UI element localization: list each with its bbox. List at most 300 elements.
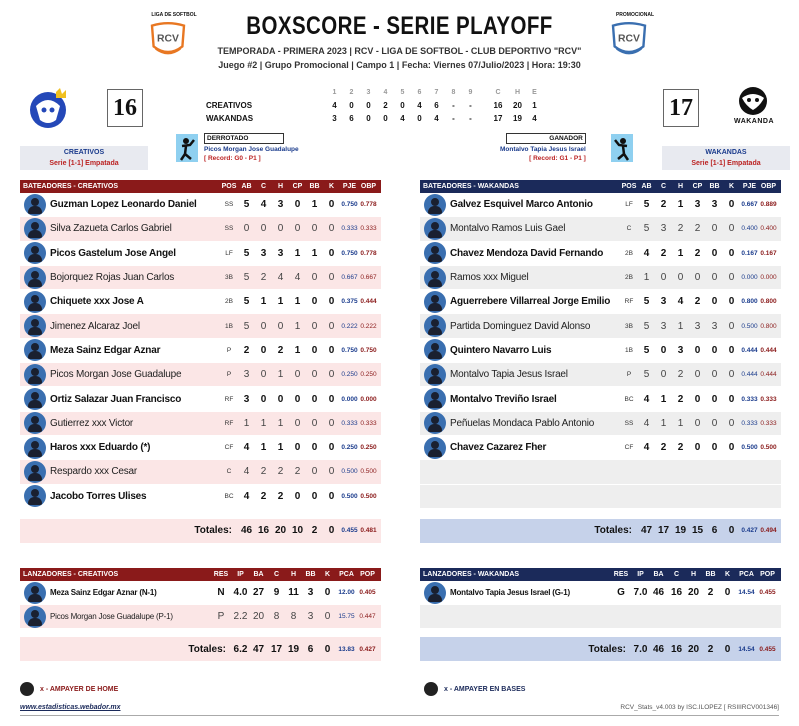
stat-bb: 0 <box>311 417 318 429</box>
total-k: 0 <box>324 643 331 655</box>
total-ab: 46 <box>240 525 253 537</box>
table-row <box>20 339 381 363</box>
column-header: PCA <box>339 571 354 578</box>
stat-pos: P <box>226 371 232 379</box>
stat-ab: 5 <box>643 223 650 235</box>
stat-pje: 0.667 <box>341 274 358 282</box>
stat-c: 0 <box>660 272 667 284</box>
column-header: BA <box>653 571 664 578</box>
away-pitching-title: LANZADORES - CREATIVOS <box>23 571 119 578</box>
table-row <box>20 290 381 314</box>
winner-box <box>500 133 586 162</box>
stat-obp: 0.750 <box>360 346 377 354</box>
stat-pos: SS <box>224 201 234 209</box>
stat-c: 16 <box>670 587 683 598</box>
column-header: CP <box>692 183 703 190</box>
inning-value: 0 <box>417 114 422 123</box>
pitcher-name: Picos Morgan Jose Guadalupe (P-1) <box>50 612 173 621</box>
stat-bb: 0 <box>311 490 318 502</box>
stat-cp: 0 <box>694 393 701 405</box>
stat-ab: 5 <box>643 344 650 356</box>
stat-ab: 5 <box>243 247 250 259</box>
stat-c: 1 <box>660 393 667 405</box>
column-header: POP <box>360 571 375 578</box>
stat-obp: 0.250 <box>360 444 377 452</box>
wakandas-logo-text: WAKANDA <box>733 118 775 125</box>
stat-cp: 1 <box>294 320 301 332</box>
column-header: C <box>260 183 267 190</box>
stat-c: 2 <box>260 466 267 478</box>
column-header: C <box>273 571 280 578</box>
stat-obp: 0.333 <box>760 395 777 403</box>
table-row <box>20 314 381 338</box>
table-row <box>420 363 781 387</box>
stat-ba: 27 <box>252 587 265 598</box>
stat-k: 0 <box>724 587 731 598</box>
avatar-icon <box>24 437 46 459</box>
player-name: Jacobo Torres Ulises <box>50 490 147 502</box>
avatar-icon <box>24 267 46 289</box>
stat-pos: C <box>626 225 632 233</box>
total-obp: 0.481 <box>360 527 377 535</box>
stat-ab: 4 <box>243 490 250 502</box>
player-name: Meza Sainz Edgar Aznar <box>50 344 161 356</box>
loser-box <box>204 133 299 162</box>
stat-h: 2 <box>677 369 684 381</box>
promo-logo-caption: PROMOCIONAL <box>615 12 655 18</box>
stat-pos: 3B <box>225 274 233 282</box>
inning-value: 19 <box>513 114 522 123</box>
stat-pje: 0.000 <box>741 274 758 282</box>
stat-obp: 0.167 <box>760 249 777 257</box>
stat-bb: 0 <box>711 369 718 381</box>
stat-pos: 1B <box>625 346 633 354</box>
league-logo-caption: LIGA DE SOFTBOL <box>151 12 197 18</box>
inning-value: 6 <box>349 114 354 123</box>
stat-cp: 0 <box>694 442 701 454</box>
stat-ab: 5 <box>243 320 250 332</box>
avatar-icon <box>424 412 446 434</box>
avatar-icon <box>424 582 446 604</box>
inning-value: - <box>452 101 455 110</box>
column-header: POS <box>621 183 637 190</box>
stat-pje: 0.250 <box>341 371 358 379</box>
column-header: PCA <box>739 571 754 578</box>
logo-text: RCV <box>157 33 179 45</box>
stat-ab: 3 <box>243 393 250 405</box>
stat-obp: 0.333 <box>360 225 377 233</box>
stat-k: 0 <box>728 320 735 332</box>
stat-pje: 0.444 <box>741 371 758 379</box>
stat-k: 0 <box>728 272 735 284</box>
column-header: BB <box>305 571 316 578</box>
stat-k: 0 <box>328 247 335 259</box>
stat-pos: BC <box>624 395 634 403</box>
total-k: 0 <box>724 643 731 655</box>
stat-pos: SS <box>624 419 634 427</box>
column-header: OBP <box>760 183 777 190</box>
league-logo-right <box>605 12 665 67</box>
stat-bb: 0 <box>311 223 318 235</box>
stat-obp: 0.333 <box>760 419 777 427</box>
stat-pop: 0.405 <box>359 589 376 596</box>
total-bb: 6 <box>711 525 718 537</box>
stat-k: 0 <box>328 466 335 478</box>
avatar-icon <box>424 194 446 216</box>
total-cp: 10 <box>291 525 304 537</box>
column-header: BB <box>309 183 320 190</box>
stat-cp: 0 <box>294 369 301 381</box>
stat-h: 0 <box>677 272 684 284</box>
total-bb: 2 <box>707 643 714 655</box>
inning-header: 1 <box>332 89 337 96</box>
total-ba: 46 <box>652 643 665 655</box>
player-name: Chiquete xxx Jose A <box>50 296 144 308</box>
stat-h: 11 <box>288 587 299 598</box>
stat-k: 0 <box>728 247 735 259</box>
avatar-icon <box>24 218 46 240</box>
empty-row <box>420 460 781 484</box>
avatar-icon <box>24 242 46 264</box>
player-name: Montalvo Tapia Jesus Israel <box>450 369 568 381</box>
away-team-name: CREATIVOS <box>63 149 105 156</box>
column-header: POP <box>760 571 775 578</box>
player-name: Silva Zazueta Carlos Gabriel <box>50 223 172 235</box>
table-row <box>420 290 781 314</box>
pitcher-name: Montalvo Tapia Jesus Israel (G-1) <box>450 588 570 597</box>
avatar-icon <box>24 291 46 313</box>
total-c: 16 <box>670 643 683 655</box>
avatar-icon <box>424 437 446 459</box>
inning-header: 9 <box>468 89 473 96</box>
column-header: K <box>724 571 731 578</box>
total-h: 20 <box>274 525 287 537</box>
avatar-icon <box>424 291 446 313</box>
stat-k: 0 <box>728 344 735 356</box>
avatar-icon <box>424 364 446 386</box>
stat-ab: 4 <box>643 247 650 259</box>
stat-obp: 0.889 <box>760 201 777 209</box>
header-line-1: TEMPORADA - PRIMERA 2023 | RCV - LIGA DE SOFTBOL - CLUB DEPORTIVO "RCV" <box>217 46 582 56</box>
linescore-row-away <box>206 99 543 112</box>
inning-header: 2 <box>349 89 354 96</box>
stat-pos: CF <box>224 444 234 452</box>
stat-obp: 0.222 <box>360 322 377 330</box>
stat-k: 0 <box>728 369 735 381</box>
table-row <box>20 363 381 387</box>
column-header: OBP <box>360 183 377 190</box>
stat-h: 1 <box>277 296 284 308</box>
player-name: Aguerrebere Villarreal Jorge Emilio <box>450 296 611 308</box>
base-umpire <box>424 682 525 696</box>
stat-k: 0 <box>324 611 331 622</box>
footer-divider <box>20 715 779 716</box>
stat-obp: 0.000 <box>360 395 377 403</box>
stat-c: 0 <box>260 223 267 235</box>
home-batting-header <box>420 180 781 193</box>
stat-c: 1 <box>660 417 667 429</box>
pitcher-name: Meza Sainz Edgar Aznar (N-1) <box>50 588 157 597</box>
avatar-icon <box>424 218 446 240</box>
inning-value: 4 <box>332 101 337 110</box>
total-c: 17 <box>657 525 670 537</box>
stat-c: 1 <box>260 442 267 454</box>
table-row <box>420 387 781 411</box>
stat-h: 2 <box>677 442 684 454</box>
stat-pje: 0.167 <box>741 249 758 257</box>
home-batting-table <box>420 180 781 543</box>
stat-ab: 0 <box>243 223 250 235</box>
stat-obp: 0.778 <box>360 201 377 209</box>
stat-pje: 0.750 <box>341 249 358 257</box>
stat-pos: LF <box>625 201 633 209</box>
stat-bb: 3 <box>711 199 718 211</box>
stat-cp: 0 <box>294 417 301 429</box>
stat-obp: 0.800 <box>760 298 777 306</box>
stat-ba: 20 <box>252 611 265 622</box>
table-row <box>20 581 381 605</box>
home-team-series: Serie [1-1] Empatada <box>691 160 761 167</box>
stat-cp: 3 <box>694 199 701 211</box>
player-name: Ortiz Salazar Juan Francisco <box>50 393 182 405</box>
column-header: RES <box>213 571 229 578</box>
column-header: H <box>277 183 284 190</box>
stat-pje: 0.800 <box>741 298 758 306</box>
stat-pje: 0.333 <box>741 419 758 427</box>
inning-value: 0 <box>400 101 405 110</box>
stat-h: 0 <box>277 393 284 405</box>
winner-name: Montalvo Tapia Jesus Israel <box>500 146 586 153</box>
stat-h: 2 <box>277 490 284 502</box>
inning-value: 16 <box>493 101 503 110</box>
logo-text: RCV <box>618 33 640 45</box>
stat-h: 0 <box>277 320 284 332</box>
stat-bb: 0 <box>711 393 718 405</box>
linescore-row-home <box>206 112 543 125</box>
stat-k: 0 <box>328 296 335 308</box>
home-batting-totals <box>420 519 781 543</box>
total-pje: 0.427 <box>741 527 758 535</box>
stat-pos: LF <box>225 249 233 257</box>
table-row <box>420 581 781 605</box>
stat-cp: 0 <box>294 490 301 502</box>
stat-pop: 0.447 <box>359 613 376 620</box>
rcv-promo-logo-icon <box>605 18 653 62</box>
stat-h: 1 <box>277 417 284 429</box>
stat-c: 0 <box>260 320 267 332</box>
stat-h: 2 <box>677 393 684 405</box>
stat-pos: CF <box>624 444 634 452</box>
avatar-icon <box>424 388 446 410</box>
player-name: Haros xxx Eduardo (*) <box>50 442 151 454</box>
table-row <box>420 314 781 338</box>
league-logo-left <box>144 12 204 67</box>
wakandas-logo-icon <box>730 86 776 116</box>
stat-cp: 2 <box>694 247 701 259</box>
table-row <box>420 412 781 436</box>
table-row <box>20 412 381 436</box>
stat-ip: 7.0 <box>633 587 648 598</box>
stat-ab: 5 <box>643 199 650 211</box>
total-c: 17 <box>270 643 283 655</box>
column-header: K <box>328 183 335 190</box>
stat-c: 1 <box>260 296 267 308</box>
player-name: Montalvo Ramos Luis Gael <box>450 223 566 235</box>
rcv-logo-icon <box>144 18 192 62</box>
stat-obp: 0.400 <box>760 225 777 233</box>
stat-c: 3 <box>660 223 667 235</box>
stat-k: 0 <box>324 587 331 598</box>
total-ip: 6.2 <box>233 643 248 655</box>
column-header: POS <box>221 183 237 190</box>
inning-value: 4 <box>400 114 405 123</box>
stat-bb: 3 <box>307 611 314 622</box>
stat-c: 2 <box>660 247 667 259</box>
total-ab: 47 <box>640 525 653 537</box>
header-line-2: Juego #2 | Grupo Promocional | Campo 1 | Fecha: Viernes 07/Julio/2023 | Hora: 19:30 <box>218 60 581 70</box>
stat-pos: C <box>226 468 232 476</box>
table-row <box>420 339 781 363</box>
stat-obp: 0.444 <box>760 346 777 354</box>
stat-k: 0 <box>328 490 335 502</box>
stat-h: 1 <box>677 417 684 429</box>
player-name: Guzman Lopez Leonardo Daniel <box>50 199 197 211</box>
avatar-icon <box>24 339 46 361</box>
table-row <box>20 242 381 266</box>
away-batting-header <box>20 180 381 193</box>
stat-pca: 15.75 <box>338 613 355 620</box>
home-team-name: WAKANDAS <box>705 149 747 156</box>
total-k: 0 <box>728 525 735 537</box>
stat-ab: 4 <box>243 466 250 478</box>
total-h: 19 <box>287 643 300 655</box>
stat-pop: 0.455 <box>759 589 776 596</box>
stat-h: 1 <box>677 247 684 259</box>
stat-res: N <box>217 587 225 598</box>
player-name: Galvez Esquivel Marco Antonio <box>450 199 593 211</box>
stat-bb: 0 <box>311 296 318 308</box>
stat-pje: 0.500 <box>341 468 358 476</box>
stat-bb: 0 <box>711 417 718 429</box>
stat-ab: 5 <box>243 199 250 211</box>
stat-h: 3 <box>277 199 284 211</box>
avatar-icon <box>24 364 46 386</box>
column-spacer <box>378 183 381 190</box>
table-row <box>420 193 781 217</box>
inning-value: 20 <box>513 101 522 110</box>
stat-h: 20 <box>687 587 700 598</box>
total-cp: 15 <box>691 525 704 537</box>
stat-pje: 0.750 <box>341 346 358 354</box>
column-spacer <box>778 183 781 190</box>
total-ip: 7.0 <box>633 643 648 655</box>
stat-obp: 0.333 <box>360 419 377 427</box>
stat-ba: 46 <box>652 587 665 598</box>
total-k: 0 <box>328 525 335 537</box>
stat-h: 2 <box>277 466 284 478</box>
stat-k: 0 <box>728 296 735 308</box>
stat-ip: 4.0 <box>233 587 248 598</box>
stat-bb: 0 <box>311 369 318 381</box>
column-header: BB <box>705 571 716 578</box>
away-team-series: Serie [1-1] Empatada <box>49 160 119 167</box>
player-name: Chavez Mendoza David Fernando <box>450 247 604 259</box>
table-row <box>20 485 381 509</box>
player-name: Chavez Cazarez Fher <box>450 442 547 454</box>
stat-obp: 0.800 <box>760 322 777 330</box>
empty-row <box>420 605 781 629</box>
column-spacer <box>378 571 381 578</box>
inning-header: 6 <box>417 89 422 96</box>
stat-c: 3 <box>660 320 667 332</box>
stat-k: 0 <box>328 344 335 356</box>
table-row <box>420 436 781 460</box>
stat-ab: 5 <box>643 296 650 308</box>
stat-obp: 0.500 <box>360 468 377 476</box>
inning-value: 0 <box>383 114 388 123</box>
stat-h: 8 <box>290 611 297 622</box>
loser-name: Picos Morgan Jose Guadalupe <box>204 146 299 153</box>
stat-c: 0 <box>660 344 667 356</box>
stat-pca: 12.00 <box>338 589 355 596</box>
stat-bb: 3 <box>307 587 314 598</box>
column-header: AB <box>241 183 252 190</box>
website-link[interactable]: www.estadisticas.webador.mx <box>20 704 121 711</box>
stat-cp: 0 <box>294 223 301 235</box>
total-pca: 13.83 <box>338 645 355 653</box>
totals-label: Totales: <box>588 643 626 655</box>
avatar-icon <box>24 485 46 507</box>
column-spacer <box>778 571 781 578</box>
total-h: 19 <box>674 525 687 537</box>
stat-h: 1 <box>277 369 284 381</box>
stat-c: 1 <box>260 417 267 429</box>
stat-cp: 2 <box>694 223 701 235</box>
player-name: Gutierrez xxx Victor <box>50 417 134 429</box>
linescore-team-away: CREATIVOS <box>206 101 253 110</box>
stat-bb: 3 <box>711 320 718 332</box>
total-pop: 0.455 <box>759 645 776 653</box>
stat-k: 0 <box>328 417 335 429</box>
stat-k: 0 <box>728 199 735 211</box>
linescore-team-home: WAKANDAS <box>206 114 254 123</box>
away-pitching-table <box>20 568 381 661</box>
stat-ip: 2.2 <box>233 611 248 622</box>
stat-bb: 0 <box>711 272 718 284</box>
stat-pos: P <box>626 371 632 379</box>
stat-c: 3 <box>660 296 667 308</box>
linescore-header <box>206 86 543 99</box>
stat-ab: 5 <box>243 272 250 284</box>
avatar-icon <box>24 461 46 483</box>
stat-cp: 3 <box>694 320 701 332</box>
stat-h: 2 <box>677 223 684 235</box>
table-row <box>20 436 381 460</box>
stat-pos: RF <box>224 395 234 403</box>
stat-obp: 0.000 <box>760 274 777 282</box>
stat-h: 1 <box>277 442 284 454</box>
stat-h: 2 <box>277 344 284 356</box>
winner-label: GANADOR <box>506 133 586 144</box>
stat-ab: 5 <box>243 296 250 308</box>
stat-bb: 0 <box>311 272 318 284</box>
column-header: H <box>677 183 684 190</box>
stat-obp: 0.500 <box>760 444 777 452</box>
credits: RCV_Stats_v4.003 by ISC.ILOPEZ [ RSIIIRCV001346] <box>620 704 779 711</box>
stat-h: 4 <box>677 296 684 308</box>
home-score-box: 17 <box>663 89 699 127</box>
away-score-box: 16 <box>107 89 143 127</box>
